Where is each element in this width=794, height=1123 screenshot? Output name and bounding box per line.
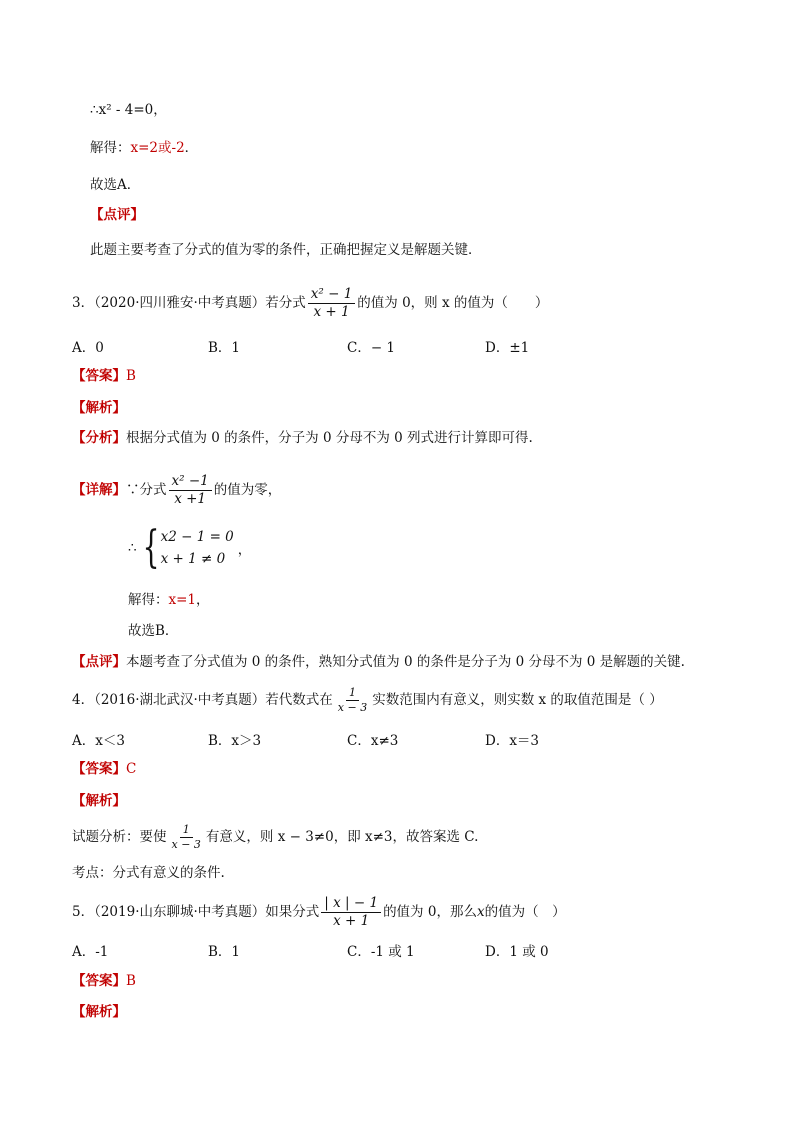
detail-frac-num: x² −1 [169,473,212,491]
q4-detail-post: 有意义，则 x − 3≠0，即 x≠3，故答案选 C. [205,829,479,845]
q3-option-b: B．1 [208,340,241,356]
q4-detail-frac-den: x − 3 [171,838,201,851]
q3-answer [72,366,136,386]
system-comma: ， [237,542,252,558]
q4-frac-num: 1 [346,686,359,701]
q4-fraction [335,686,370,715]
system-lines [161,526,234,570]
choose-line: 故选A． [90,177,141,193]
q4-detail-frac-num: 1 [180,823,193,838]
solve-label: 解得： [128,592,169,608]
q4-stem-post: 实数范围内有意义，则实数 x 的取值范围是（ ） [372,692,663,708]
answer-tag: 【答案】 [72,761,126,777]
q5-frac-num: | x | − 1 [321,895,381,913]
answer-value: C [126,761,137,777]
q3-fraction [308,286,356,321]
solve-answer: x=2或-2 [130,140,185,156]
q5-fraction [321,895,381,930]
q4-option-d: D．x＝3 [485,733,540,749]
q3-detail [72,472,281,508]
q4-option-a: A．x＜3 [72,733,125,749]
q3-frac-den: x + 1 [313,304,350,320]
q4-point: 考点：分式有意义的条件. [72,865,225,881]
solve-answer: x=1 [168,592,197,608]
detail-pre: ∵分式 [126,482,167,498]
q5-frac-den: x + 1 [333,913,370,929]
detail-fraction [169,473,212,508]
q3-stem-post: 的值为 0，则 x 的值为（ ） [357,295,549,311]
q5-option-c: C．-1 或 1 [347,944,415,960]
q4-stem-pre: 4．（2016·湖北武汉·中考真题）若代数式在 [72,692,333,708]
equation-system [128,522,252,573]
q3-frac-num: x² − 1 [308,286,356,304]
q4-answer [72,759,136,779]
q5-stem-end: 的值为（ ） [484,904,566,920]
q4-detail-fraction [169,823,204,852]
detail-frac-den: x +1 [174,491,207,507]
q5-stem-pre: 5．（2019·山东聊城·中考真题）如果分式 [72,904,320,920]
review-text: 此题主要考查了分式的值为零的条件，正确把握定义是解题关键． [90,242,482,258]
answer-value: B [126,368,136,384]
q5-stem-post: 的值为 0，那么 [383,904,477,920]
fenxi-text: 根据分式值为 0 的条件，分子为 0 分母不为 0 列式进行计算即可得. [126,430,533,446]
solve-label: 解得： [90,140,131,156]
equation-line: ∴x² - 4=0， [90,102,167,118]
q5-option-b: B．1 [208,944,241,960]
solve-end: ， [196,592,210,608]
analysis-tag: 【解析】 [72,400,126,416]
solution-line [90,138,198,158]
q3-fenxi [72,428,533,448]
system-line-1: x2 − 1 = 0 [160,529,234,545]
system-line-2: x + 1 ≠ 0 [160,551,226,567]
answer-tag: 【答案】 [72,368,126,384]
review-tag: 【点评】 [90,207,144,223]
solve-end: ． [184,140,199,156]
q3-option-a: A．0 [72,340,104,356]
q3-choose: 故选B． [128,623,179,639]
q3-option-d: D．±1 [485,340,530,356]
q4-option-c: C．x≠3 [347,733,399,749]
q3-option-c: C．− 1 [347,340,396,356]
q3-solve [128,590,210,610]
answer-value: B [126,973,136,989]
fenxi-tag: 【分析】 [72,430,126,446]
brace-symbol: { [142,522,159,573]
analysis-tag: 【解析】 [72,1004,126,1020]
q4-detail [72,820,478,854]
question-4-stem [72,683,663,717]
q5-option-a: A．-1 [72,944,109,960]
review-tag: 【点评】 [72,654,126,670]
answer-tag: 【答案】 [72,973,126,989]
q3-stem-pre: 3．（2020·四川雅安·中考真题）若分式 [72,295,306,311]
q5-variable: x [476,904,485,920]
q4-detail-pre: 试题分析：要使 [72,829,167,845]
analysis-tag: 【解析】 [72,793,126,809]
review-text: 本题考查了分式值为 0 的条件，熟知分式值为 0 的条件是分子为 0 分母不为 0 是解题的关键. [126,654,685,670]
detail-post: 的值为零， [213,482,282,498]
q4-option-b: B．x＞3 [208,733,262,749]
question-5-stem [72,893,566,931]
question-3-stem [72,285,548,321]
q4-frac-den: x − 3 [337,701,368,714]
q5-answer [72,971,136,991]
therefore-symbol: ∴ [128,540,137,556]
q3-review [72,652,685,672]
detail-tag: 【详解】 [72,482,126,498]
q5-option-d: D．1 或 0 [485,944,549,960]
